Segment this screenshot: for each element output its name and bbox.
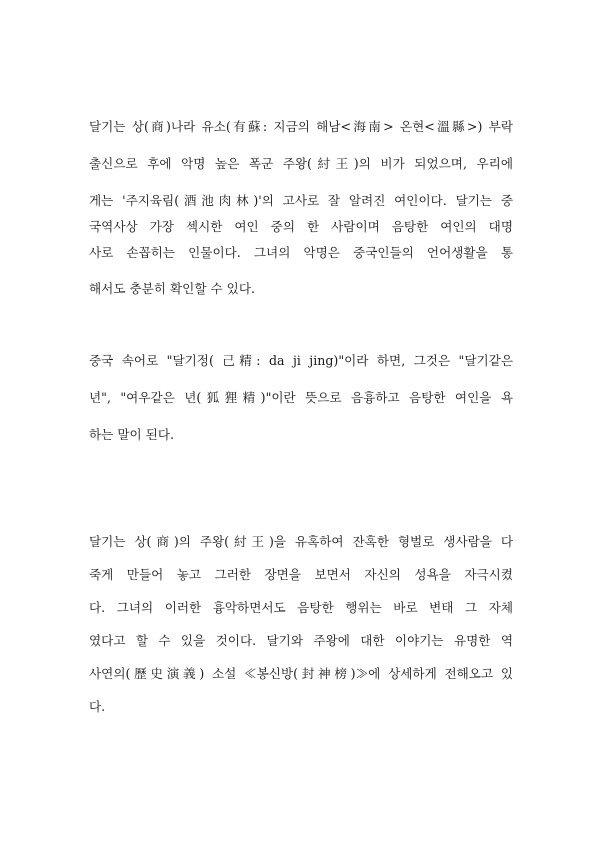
text-line: 사로 손꼽히는 인물이다. 그녀의 악명은 중국인들의 언어생활을 통 — [89, 245, 513, 260]
text-line: 게는 '주지육림(酒池肉林)'의 고사로 잘 알려진 여인이다. 달기는 중 — [89, 193, 513, 208]
text-line: 하는 말이 된다. — [89, 427, 175, 442]
text-line: 중국 속어로 "달기정( 己精: da ji jing)"이라 하면, 그것은 "달기같은 — [89, 353, 513, 368]
paragraph-slang — [89, 350, 513, 461]
text-line: 해서도 충분히 확인할 수 있다. — [89, 281, 256, 296]
text-line: 출신으로 후에 악명 높은 폭군 주왕(紂王)의 비가 되었으며, 우리에 — [89, 156, 513, 171]
text-line: 죽게 만들어 놓고 그러한 장면을 보면서 자신의 성욕을 자극시켰 — [89, 567, 513, 582]
paragraph-daji-intro — [89, 116, 513, 297]
text-line: 달기는 상(商)나라 유소(有蘇: 지금의 해남<海南> 온현<溫縣>) 부락 — [89, 119, 513, 134]
text-line: 사연의(歷史演義) 소설 ≪봉신방(封神榜)≫에 상세하게 전해오고 있 — [89, 666, 513, 681]
text-line: 년", "여우같은 년(狐狸精)"이란 뜻으로 음흉하고 음탕한 여인을 욕 — [89, 390, 513, 405]
text-line: 다. 그녀의 이러한 흉악하면서도 음탕한 행위는 바로 변태 그 자체 — [89, 600, 513, 615]
text-line: 달기는 상(商)의 주왕(紂王)을 유혹하여 잔혹한 형벌로 생사람을 다 — [89, 534, 513, 549]
text-line: 다. — [89, 699, 106, 714]
paragraph-zhou-king — [89, 531, 513, 729]
text-line: 였다고 할 수 있을 것이다. 달기와 주왕에 대한 이야기는 유명한 역 — [89, 633, 513, 648]
text-line: 국역사상 가장 섹시한 여인 중의 한 사람이며 음탕한 여인의 대명 — [89, 219, 513, 234]
